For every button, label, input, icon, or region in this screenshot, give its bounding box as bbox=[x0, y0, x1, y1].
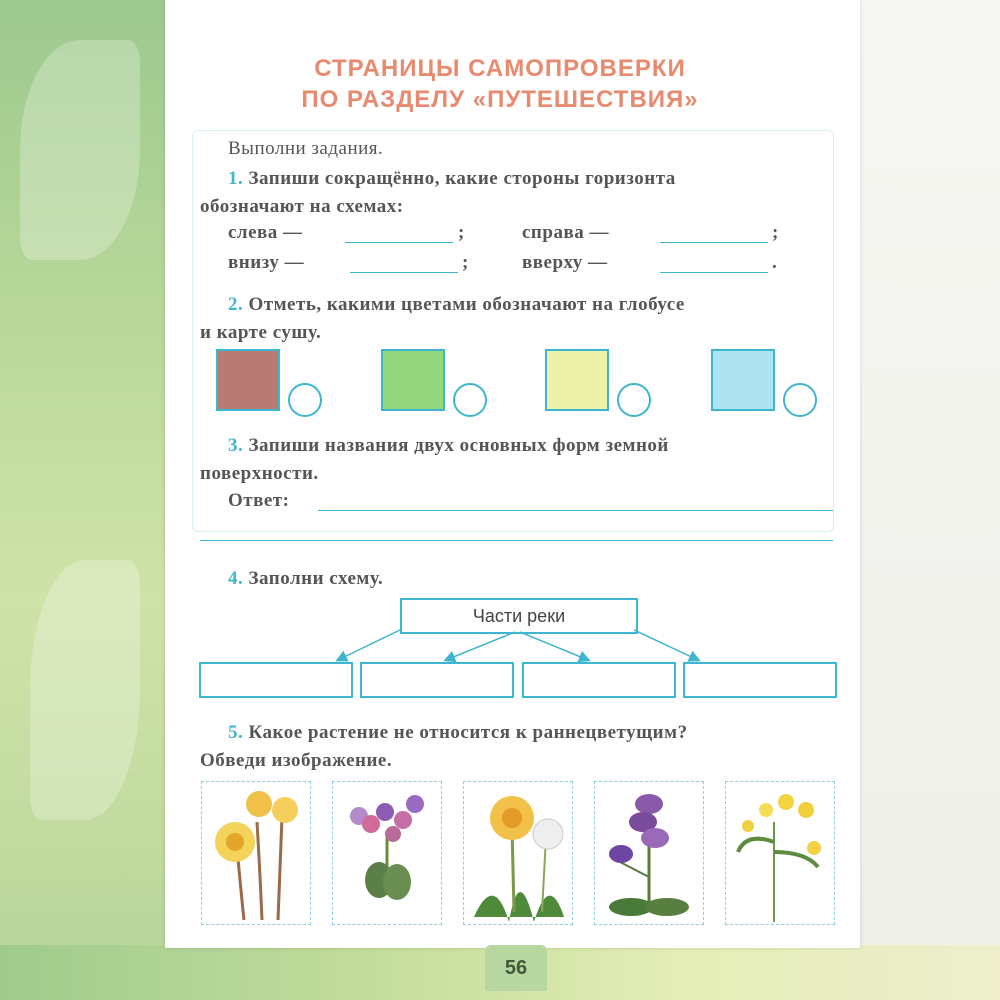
task1-number: 1. bbox=[228, 168, 244, 189]
plant-image-lungwort[interactable] bbox=[332, 781, 442, 925]
label-top: вверху — bbox=[522, 252, 608, 273]
plant-image-coltsfoot[interactable] bbox=[201, 781, 311, 925]
task1-text-line1: Запиши сокращённо, какие стороны горизонта bbox=[248, 168, 676, 189]
label-bottom: внизу — bbox=[228, 252, 305, 273]
task5-text-line2: Обведи изображение. bbox=[200, 750, 393, 771]
task5-text-line1: Какое растение не относится к раннецветущим? bbox=[248, 722, 688, 743]
label-left: слева — bbox=[228, 222, 303, 243]
task2-text-line2: и карте сушу. bbox=[200, 322, 322, 343]
task3-number: 3. bbox=[228, 435, 244, 456]
river-part-input-2[interactable] bbox=[360, 662, 514, 698]
river-part-input-4[interactable] bbox=[683, 662, 837, 698]
label-right: справа — bbox=[522, 222, 609, 243]
task2-number: 2. bbox=[228, 294, 244, 315]
task1-text-line2: обозначают на схемах: bbox=[200, 196, 404, 217]
period: . bbox=[772, 252, 778, 273]
page-title-line2: ПО РАЗДЕЛУ «ПУТЕШЕСТВИЯ» bbox=[301, 86, 699, 113]
answer-label: Ответ: bbox=[228, 490, 290, 511]
plant-image-corydalis[interactable] bbox=[594, 781, 704, 925]
semicolon: ; bbox=[458, 222, 465, 243]
task3-text-line2: поверхности. bbox=[200, 463, 319, 484]
river-parts-title-box: Части реки bbox=[400, 598, 638, 634]
semicolon: ; bbox=[772, 222, 779, 243]
task5-line1 bbox=[228, 722, 688, 744]
task5-number: 5. bbox=[228, 722, 244, 743]
task4-number: 4. bbox=[228, 568, 244, 589]
intro-text: Выполни задания. bbox=[228, 138, 384, 159]
task4-text: Заполни схему. bbox=[248, 568, 384, 589]
semicolon: ; bbox=[462, 252, 469, 273]
river-part-input-1[interactable] bbox=[199, 662, 353, 698]
task3-text-line1: Запиши названия двух основных форм земной bbox=[248, 435, 669, 456]
page-number: 56 bbox=[485, 945, 547, 991]
plant-image-goose-onion[interactable] bbox=[725, 781, 835, 925]
river-part-input-3[interactable] bbox=[522, 662, 676, 698]
task2-text-line1: Отметь, какими цветами обозначают на глобусе bbox=[248, 294, 685, 315]
page-title-line1: СТРАНИЦЫ САМОПРОВЕРКИ bbox=[314, 55, 686, 82]
plant-image-dandelion[interactable] bbox=[463, 781, 573, 925]
